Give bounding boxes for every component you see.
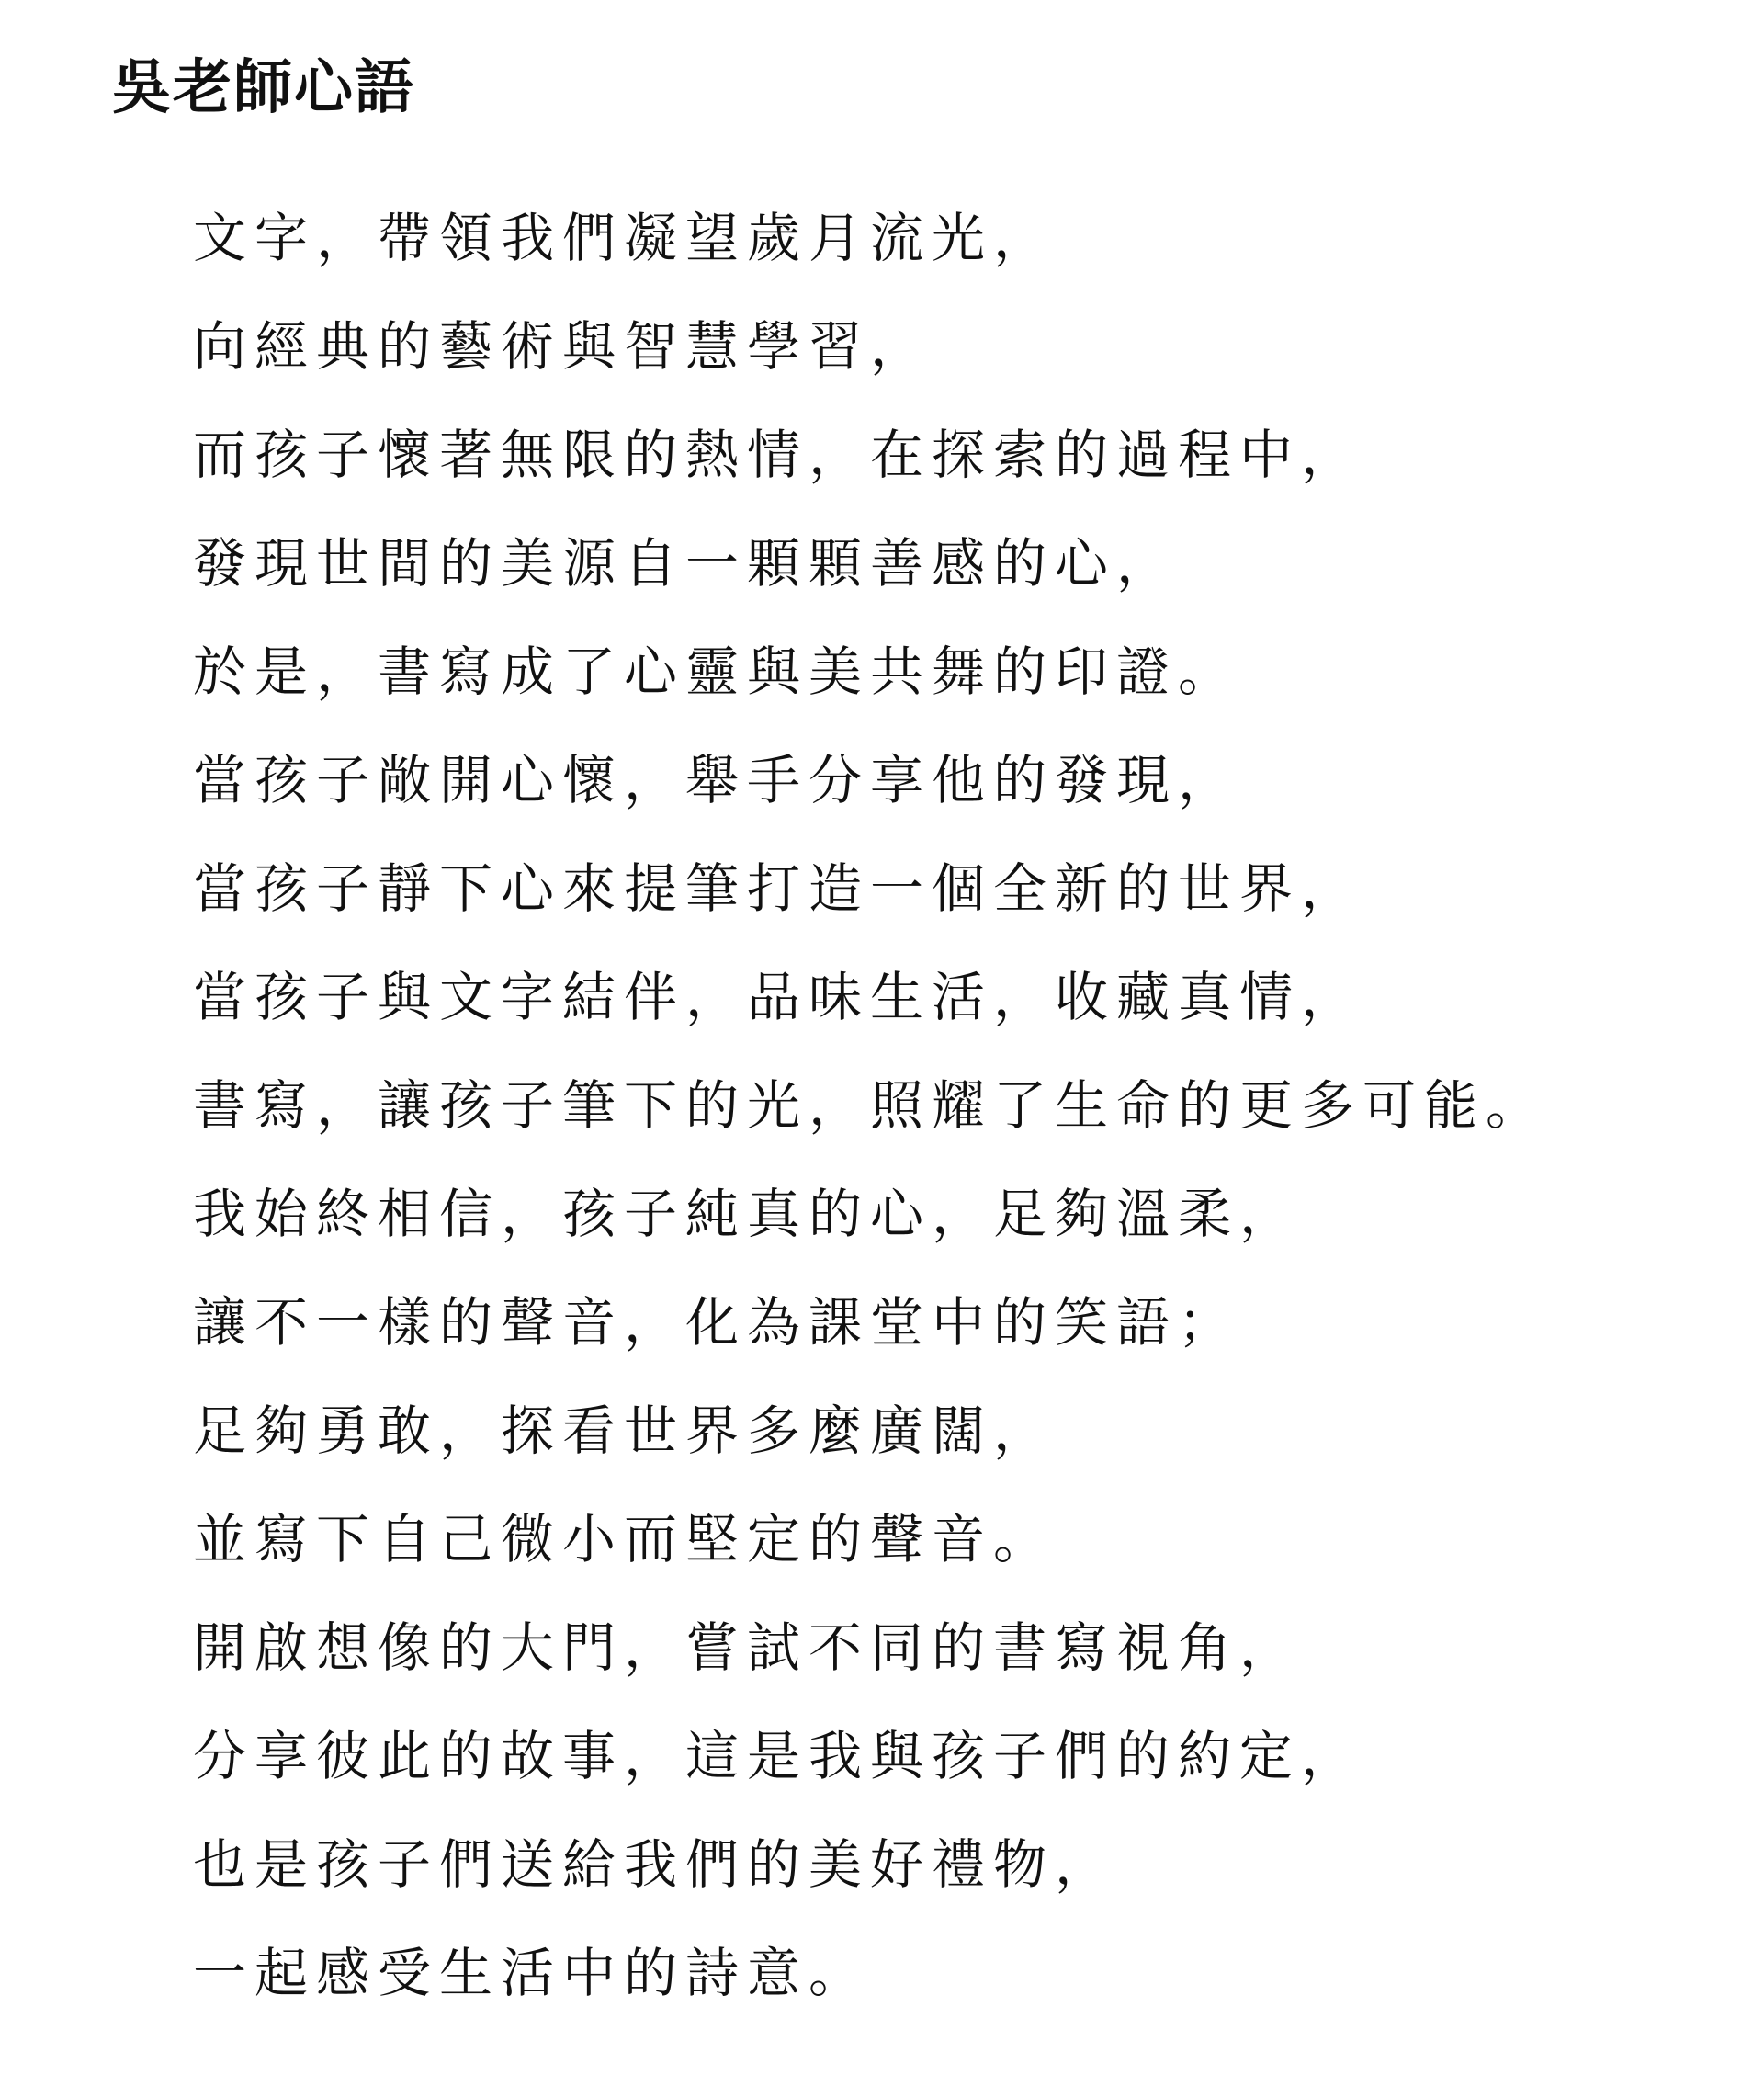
poem-line: 當孩子靜下心來提筆打造一個全新的世界， [193,857,1363,920]
poem-line: 於是，書寫成了心靈與美共舞的印證。 [193,641,1240,703]
poem-line: 足夠勇敢，探看世界多麼廣闊， [193,1400,1056,1462]
poem-line: 並寫下自己微小而堅定的聲音。 [193,1508,1056,1570]
poem-line: 開啟想像的大門，嘗試不同的書寫視角， [193,1616,1302,1679]
poem-line: 一起感受生活中的詩意。 [193,1942,871,2004]
poem-line: 文字，帶領我們凝望歲月流光， [193,207,1056,269]
poem-line: 向經典的藝術與智慧學習， [193,315,933,378]
poem-line: 發現世間的美源自一顆顆善感的心， [193,532,1179,595]
poem-line: 分享彼此的故事，這是我與孩子們的約定， [193,1725,1363,1787]
poem-line: 書寫，讓孩子筆下的光，照耀了生命的更多可能。 [193,1074,1548,1137]
poem-line: 當孩子敞開心懷，舉手分享他的發現， [193,749,1240,811]
poem-line: 我始終相信，孩子純真的心，足夠溫柔， [193,1183,1302,1245]
poem-line: 而孩子懷著無限的熱情，在探索的過程中， [193,424,1363,486]
poem-body [193,184,1547,2027]
page-title: 吳老師心語 [112,54,415,122]
poem-line: 也是孩子們送給我們的美好禮物， [193,1833,1117,1896]
poem-line: 當孩子與文字結伴，品味生活，收藏真情， [193,966,1363,1028]
poem-line: 讓不一樣的聲音，化為課堂中的笑語； [193,1291,1240,1354]
